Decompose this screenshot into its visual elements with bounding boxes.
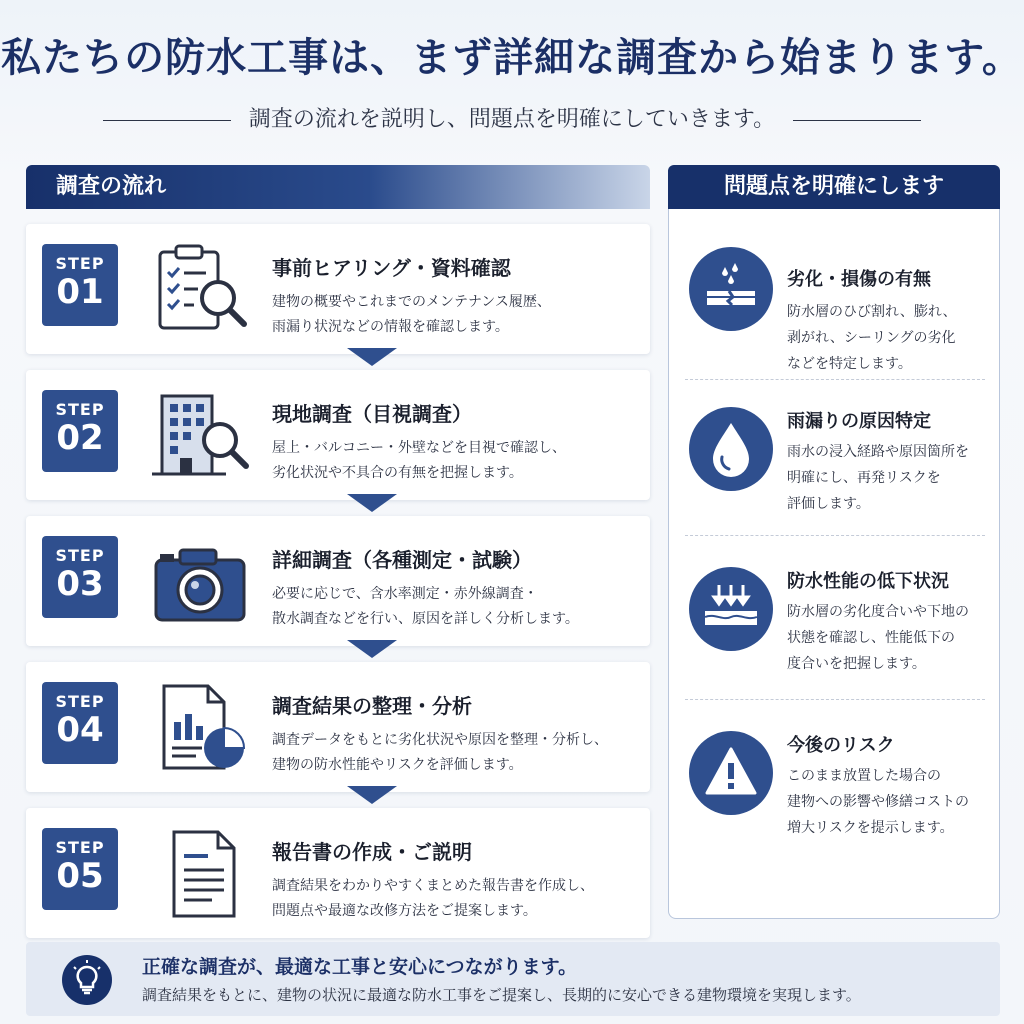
problem-item-performance: [669, 549, 1001, 699]
step-title: 詳細調査（各種測定・試験）: [272, 548, 532, 572]
problem-description: [787, 299, 957, 377]
step-card-01: [26, 224, 650, 354]
flow-arrow: [347, 786, 397, 804]
problem-desc-line: 防水層の劣化度合いや下地の: [787, 604, 969, 620]
flow-arrow: [347, 348, 397, 366]
problems-panel-heading: 問題点を明確にします: [668, 165, 1000, 209]
step-card-03: [26, 516, 650, 646]
problem-desc-line: 雨水の浸入経路や原因箇所を: [787, 444, 969, 460]
water-drop-icon: [689, 407, 773, 491]
subtitle-text: 調査の流れを説明し、問題点を明確にしていきます。: [248, 107, 776, 132]
problem-desc-line: 防水層のひび割れ、膨れ、: [787, 304, 957, 320]
problems-panel: [668, 209, 1000, 919]
step-desc-line: 必要に応じで、含水率測定・赤外線調査・: [272, 586, 538, 602]
subtitle-rule-left: [103, 120, 231, 121]
warning-icon: [689, 731, 773, 815]
step-title: 報告書の作成・ご説明: [272, 840, 472, 864]
problem-desc-line: 状態を確認し、性能低下の: [787, 630, 955, 646]
problem-item-future-risk: [669, 713, 1001, 863]
step-desc-line: 劣化状況や不具合の有無を把握します。: [272, 465, 523, 481]
problem-description: [787, 439, 969, 517]
problem-desc-line: 明確にし、再発リスクを: [787, 470, 941, 486]
document-icon: [146, 826, 256, 922]
step-number: 02: [56, 418, 104, 458]
problem-description: [787, 599, 969, 677]
problem-divider: [685, 535, 985, 536]
problem-divider: [685, 379, 985, 380]
pressure-layer-icon: [689, 567, 773, 651]
step-number: 03: [56, 564, 104, 604]
subtitle-rule-right: [793, 120, 921, 121]
problem-desc-line: このまま放置した場合の: [787, 768, 941, 784]
banner-heading: 正確な調査が、最適な工事と安心につながります。: [142, 956, 578, 978]
step-badge: [42, 244, 118, 326]
problem-title: 今後のリスク: [787, 735, 895, 756]
building-search-icon: [146, 388, 256, 484]
summary-banner: [26, 942, 1000, 1016]
step-description: [272, 290, 644, 340]
step-number: 05: [56, 856, 104, 896]
problem-description: [787, 763, 969, 841]
problem-title: 雨漏りの原因特定: [787, 411, 931, 432]
step-desc-line: 問題点や最適な改修方法をご提案します。: [272, 903, 537, 919]
step-title: 調査結果の整理・分析: [272, 694, 472, 718]
step-desc-line: 屋上・バルコニー・外壁などを目視で確認し、: [272, 440, 566, 456]
step-desc-line: 調査結果をわかりやすくまとめた報告書を作成し、: [272, 878, 594, 894]
problem-title: 劣化・損傷の有無: [787, 269, 931, 290]
step-badge: [42, 390, 118, 472]
step-desc-line: 建物の防水性能やリスクを評価します。: [272, 757, 523, 773]
problem-desc-line: 評価します。: [787, 496, 870, 512]
problem-desc-line: 増大リスクを提示します。: [787, 820, 954, 836]
clipboard-search-icon: [146, 242, 256, 338]
step-label: STEP: [55, 546, 105, 565]
problem-desc-line: などを特定します。: [787, 356, 912, 372]
step-card-04: [26, 662, 650, 792]
flow-arrow: [347, 494, 397, 512]
flow-arrow: [347, 640, 397, 658]
problem-item-deterioration: [669, 229, 1001, 379]
step-badge: [42, 682, 118, 764]
step-title: 事前ヒアリング・資料確認: [272, 256, 511, 280]
problem-desc-line: 度合いを把握します。: [787, 656, 926, 672]
step-badge: [42, 828, 118, 910]
problem-desc-line: 建物への影響や修繕コストの: [787, 794, 969, 810]
step-description: [272, 436, 644, 486]
step-title: 現地調査（目視調査）: [272, 402, 472, 426]
step-description: [272, 582, 644, 632]
report-chart-icon: [146, 680, 256, 776]
cracked-layer-icon: [689, 247, 773, 331]
banner-text: 調査結果をもとに、建物の状況に最適な防水工事をご提案し、長期的に安心できる建物環境を実現します。: [142, 986, 861, 1004]
camera-icon: [146, 534, 256, 630]
problem-item-leak-cause: [669, 389, 1001, 539]
page-title: 私たちの防水工事は、まず詳細な調査から始まります。: [1, 34, 1023, 81]
step-desc-line: 建物の概要やこれまでのメンテナンス履歴、: [272, 294, 551, 310]
step-description: [272, 728, 644, 778]
step-label: STEP: [55, 254, 105, 273]
step-card-02: [26, 370, 650, 500]
problem-divider: [685, 699, 985, 700]
step-label: STEP: [55, 400, 105, 419]
step-badge: [42, 536, 118, 618]
step-description: [272, 874, 644, 924]
step-number: 01: [56, 272, 104, 312]
step-label: STEP: [55, 692, 105, 711]
problem-desc-line: 剥がれ、シーリングの劣化: [787, 330, 956, 346]
step-card-05: [26, 808, 650, 938]
problem-title: 防水性能の低下状況: [787, 571, 949, 592]
step-desc-line: 雨漏り状況などの情報を確認します。: [272, 319, 509, 335]
step-desc-line: 散水調査などを行い、原因を詳しく分析します。: [272, 611, 579, 627]
lightbulb-icon: [62, 955, 112, 1005]
flow-panel-heading: 調査の流れ: [26, 165, 650, 209]
step-number: 04: [56, 710, 104, 750]
step-desc-line: 調査データをもとに劣化状況や原因を整理・分析し、: [272, 732, 608, 748]
step-label: STEP: [55, 838, 105, 857]
page-subtitle: [0, 102, 1024, 133]
